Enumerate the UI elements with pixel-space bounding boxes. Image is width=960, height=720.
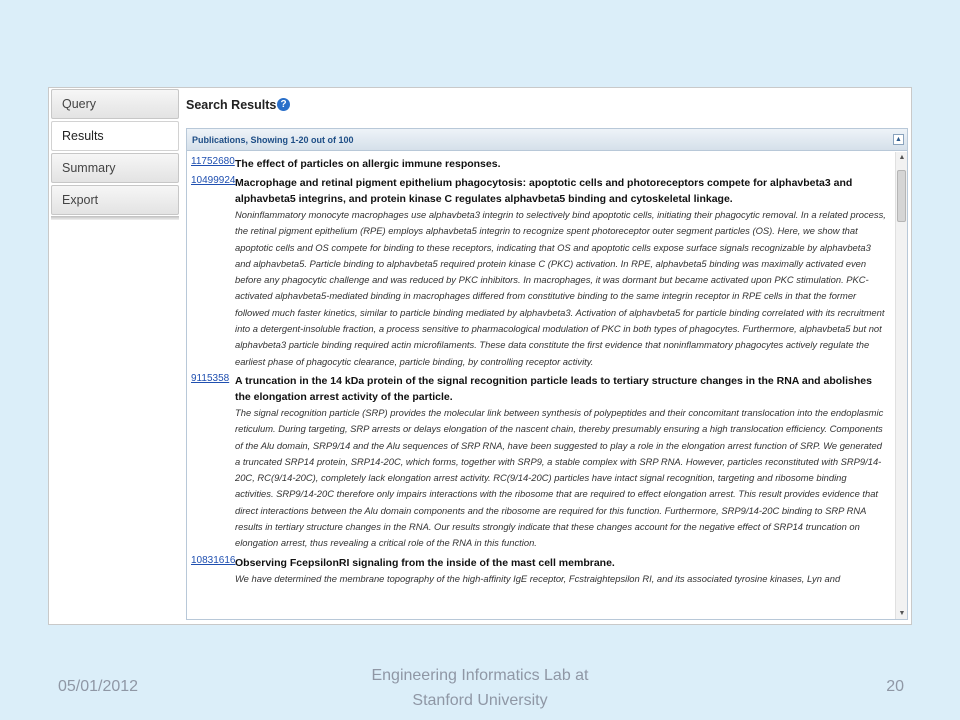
publication-title: Observing FcepsilonRI signaling from the inside of the mast cell membrane. (235, 556, 615, 569)
pmid-link[interactable]: 11752680 (191, 156, 235, 167)
tab-label: Export (62, 193, 99, 207)
footer-org-line: Stanford University (412, 692, 548, 709)
tab-label: Summary (62, 161, 116, 175)
publications-panel (186, 128, 908, 620)
tab-export[interactable] (51, 185, 179, 215)
publication-title: Macrophage and retinal pigment epithelium phagocytosis: apoptotic cells and photoreceptors compete for alphavbeta3 and alphavbeta5 integrins, and protein kinase C regulates alphavbeta5 binding and cytoskeletal linkage. (235, 177, 853, 205)
list-item (187, 373, 893, 552)
pmid-link[interactable]: 10499924 (191, 175, 236, 186)
tab-query[interactable] (51, 89, 179, 119)
pmid-link[interactable]: 9115358 (191, 372, 230, 384)
scroll-down-icon[interactable]: ▼ (898, 610, 906, 617)
publication-abstract: We have determined the membrane topography of the high-affinity IgE receptor, Fcstraightepsilon RI, and its associated tyrosine kinases, Lyn and (235, 572, 841, 584)
help-icon[interactable]: ? (277, 98, 290, 111)
left-navigation (49, 88, 180, 625)
list-item (187, 156, 893, 172)
tab-results[interactable] (51, 121, 179, 151)
footer-organization (330, 663, 630, 713)
vertical-scrollbar[interactable] (895, 152, 908, 620)
tab-label: Results (62, 129, 104, 143)
publication-abstract: The signal recognition particle (SRP) provides the molecular link between synthesis of polypeptides and their concomitant translocation into the endoplasmic reticulum. During targeting, SRP arrests or delays elongation of the nascent chain, thereby presumably ensuring a high translocation efficiency. Components of the Alu domain, SRP9/14 and the Alu sequences of SRP RNA, have been suggested to play a role in the elongation arrest function of SRP. We generated a truncated SRP14 protein, SRP14-20C, which forms, together with SRP9, a stable complex with SRP RNA. However, particles reconstituted with SRP9/14-20C, RC(9/14-20C), completely lack elongation arrest activity. RC(9/14-20C) particles have intact signal recognition, targeting and ribosome binding activities. SRP9/14-20C therefore only impairs interactions with the ribosome that are required to effect elongation arrest. This result provides evidence that direct interactions between the Alu domain components and the ribosome are required for this function. Furthermore, SRP9/14-20C binding to SRP RNA results in tertiary structure changes in the RNA. Our results strongly indicate that these changes account for the negative effect of SRP14 truncation on elongation arrest, thus revealing a critical role of the RNA in this function. (235, 406, 884, 549)
tab-label: Query (62, 97, 97, 111)
list-item (187, 175, 893, 370)
scroll-thumb[interactable] (897, 170, 906, 222)
publication-title: The effect of particles on allergic immune responses. (235, 158, 501, 170)
results-list (187, 152, 893, 620)
tab-summary[interactable] (51, 153, 179, 183)
list-item (187, 555, 893, 587)
publication-title: A truncation in the 14 kDa protein of the signal recognition particle leads to tertiary structure changes in the RNA and abolishes the elongation arrest activity of the particle. (235, 374, 872, 403)
panel-header (187, 129, 907, 151)
footer-date: 05/01/2012 (58, 678, 139, 695)
panel-header-label: Publications, Showing 1-20 out of 100 (192, 135, 354, 145)
footer-org-line: Engineering Informatics Lab at (371, 667, 589, 684)
publication-abstract: Noninflammatory monocyte macrophages use alphavbeta3 integrin to selectively bind apoptotic cells, initiating their phagocytic removal. In a related process, the retinal pigment epithelium (RPE) employs alphavbeta5 integrin to recognize spent photoreceptor outer segment particles (OS). Here, we show that apoptotic cells and OS compete for binding to these receptors, indicating that OS and apoptotic cells expose surface signals recognizable by alphavbeta3 and alphavbeta5. Particle binding to alphavbeta5 required protein kinase C (PKC) activation. In RPE, alphavbeta5 binding was maximally activated even before any phagocytic challenge and was reduced by PKC inhibitors. In macrophages, it was dormant but became activated upon PKC stimulation. PKC-activated alphavbeta5-mediated binding in macrophages differed from constitutive binding to the same integrin receptor in RPE cells in that the former followed much faster kinetics, similar to particle binding mediated by alphavbeta3. Activation of alphavbeta5 for particle binding correlated with its recruitment into a detergent-insoluble fraction, a process sensitive to pharmacological modulation of PKC in both types of phagocytes. Furthermore, alphavbeta5 but not alphavbeta3 particle binding required actin microfilaments. These data constitute the first evidence that noninflammatory phagocytes actively regulate the earliest phase of phagocytic clearance, particle binding, by controlling receptor activity. (235, 209, 886, 367)
pmid-link[interactable]: 10831616 (191, 554, 236, 566)
app-screenshot (48, 87, 912, 625)
scroll-up-icon[interactable]: ▲ (898, 154, 906, 161)
page-title: Search Results (186, 98, 277, 112)
page-number: 20 (886, 678, 904, 695)
collapse-icon[interactable]: ▲ (893, 134, 904, 145)
nav-divider (51, 216, 179, 220)
